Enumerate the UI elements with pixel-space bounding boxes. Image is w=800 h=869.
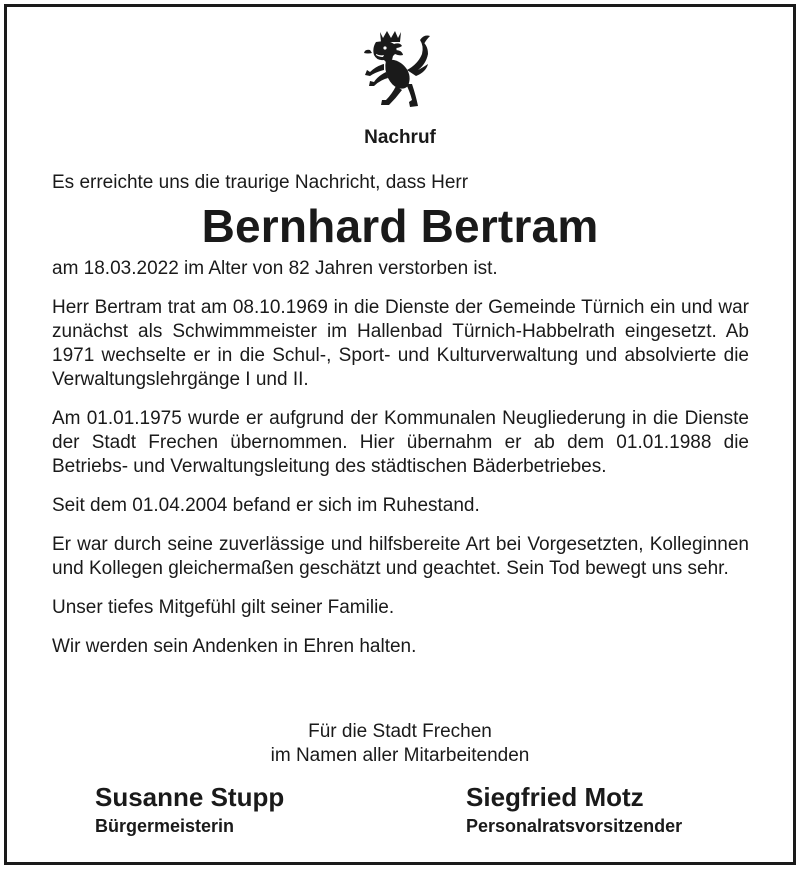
closing-block	[0, 720, 800, 768]
intro-line: Es erreichte uns die traurige Nachricht, dass Herr	[52, 172, 469, 193]
career-start-paragraph: Herr Bertram trat am 08.10.1969 in die Dienste der Gemeinde Türnich ein und war zunächst als Schwimmmeister im Hallenbad Türnich-Habbelrath eingesetzt. Ab 1971 wechselte er in die Schul-, Sport- und Kulturverwaltung und absolvierte die Verwaltungslehrgänge I und II.	[52, 297, 749, 390]
obituary-body	[52, 257, 749, 674]
closing-line-staff: im Namen aller Mitarbeitenden	[270, 745, 530, 766]
death-date-paragraph: am 18.03.2022 im Alter von 82 Jahren verstorben ist.	[52, 258, 498, 279]
signatory-name: Susanne Stupp	[95, 782, 285, 812]
signatory-name: Siegfried Motz	[466, 782, 644, 812]
retirement-paragraph: Seit dem 01.04.2004 befand er sich im Ruhestand.	[52, 495, 480, 516]
signature-works-council	[466, 782, 682, 838]
signature-mayor	[95, 782, 284, 838]
career-frechen-paragraph: Am 01.01.1975 wurde er aufgrund der Kommunalen Neugliederung in die Dienste der Stadt Frechen übernommen. Hier übernahm er ab dem 01.01.1988 die Betriebs- und Verwaltungsleitung des städtischen Bäderbetriebes.	[52, 408, 749, 477]
signatory-role: Bürgermeisterin	[95, 816, 235, 836]
lion-crest-icon	[362, 28, 438, 110]
closing-line-city: Für die Stadt Frechen	[308, 721, 492, 742]
condolence-paragraph: Unser tiefes Mitgefühl gilt seiner Familie.	[52, 597, 395, 618]
deceased-name: Bernhard Bertram	[201, 200, 599, 252]
appreciation-paragraph: Er war durch seine zuverlässige und hilfsbereite Art bei Vorgesetzten, Kolleginnen und Kollegen gleichermaßen geschätzt und geachtet. Sein Tod bewegt uns sehr.	[52, 534, 749, 579]
remembrance-paragraph: Wir werden sein Andenken in Ehren halten.	[52, 636, 417, 657]
notice-heading: Nachruf	[364, 127, 436, 148]
signatory-role: Personalratsvorsitzender	[466, 816, 683, 836]
